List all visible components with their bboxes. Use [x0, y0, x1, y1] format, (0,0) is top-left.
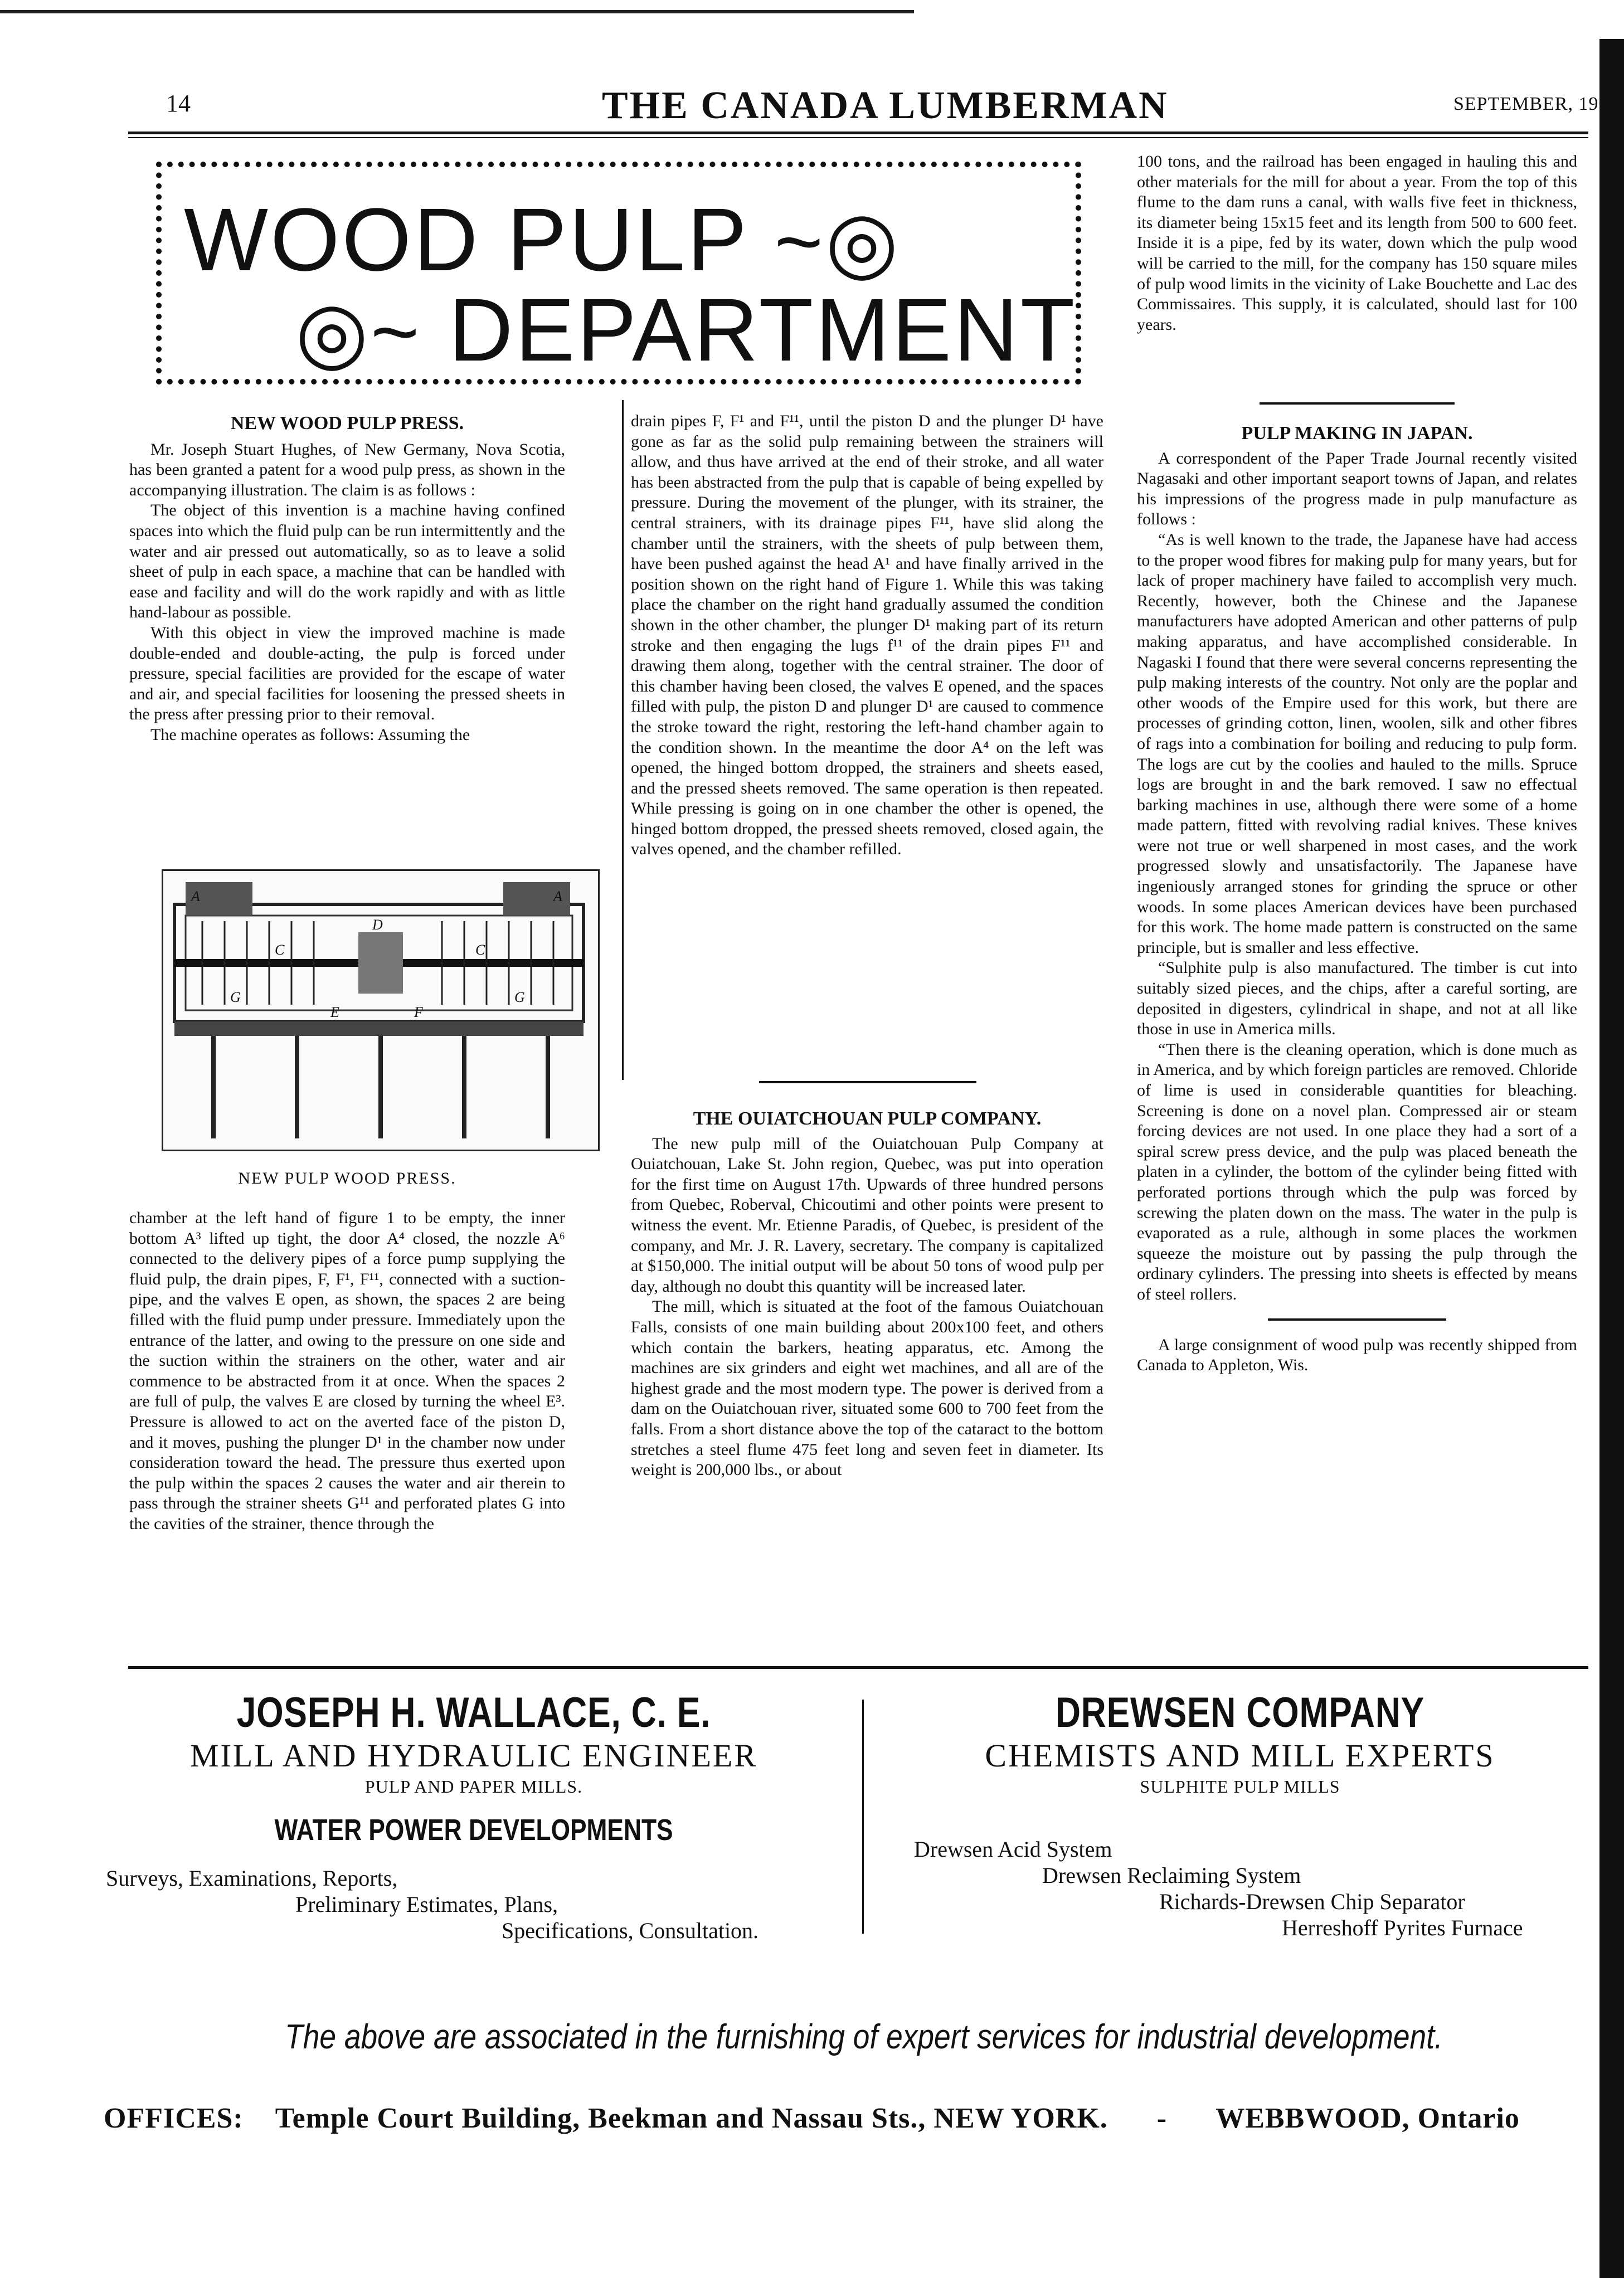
article-heading: NEW WOOD PULP PRESS. [230, 413, 464, 434]
advertiser-service: WATER POWER DEVELOPMENTS [274, 1813, 673, 1847]
page-number: 14 [166, 90, 191, 117]
figure-label: A [191, 888, 200, 904]
ad-line: Specifications, Consultation. [502, 1918, 759, 1943]
figure-label: D [372, 917, 383, 933]
advertiser-title: CHEMISTS AND MILL EXPERTS [985, 1737, 1495, 1774]
section-rule [1268, 1318, 1446, 1321]
article-heading: PULP MAKING IN JAPAN. [1241, 423, 1473, 444]
ad-line: Richards-Drewsen Chip Separator [1159, 1889, 1465, 1914]
paragraph: drain pipes F, F¹ and F¹¹, until the piston D and the plunger D¹ have gone as far as the solid pulp remaining between the strainers will allow, and thus have arrived at the end of their stroke, and all water has been abstracted from the pulp that is capable of being expelled by pressure. During the movement of the plunger, with its strainer, the central strainers, with its drainage pipes F¹¹, have slid along the chamber until the strainers, with the sheets of pulp between them, have been pushed against the head A¹ and have finally arrived in the position shown on the right hand of Figure 1. While this was taking place the chamber on the right hand gradually assumed the condition shown in the other chamber, the plunger D¹ making part of its return stroke and then engaging the lugs f¹¹ of the drain pipes F¹¹ and drawing them along, together with the central strainer. The door of this chamber having been closed, the valves E opened, and the spaces filled with pulp, the piston D and plunger D¹ are caused to commence the stroke toward the right, restoring the left-hand chamber again to the condition shown. In the meantime the door A⁴ on the left was opened, the hinged bottom dropped, the strainers and sheets eased, and the pressed sheets removed. The same operation is then repeated. While pressing is going on in one chamber the other is opened, the hinged bottom dropped, the pressed sheets removed, closed again, the valves opened, and the chamber refilled. [631, 412, 1103, 859]
section-rule [1260, 402, 1455, 405]
ad-line: Drewsen Reclaiming System [1042, 1863, 1301, 1888]
advertiser-subtitle: SULPHITE PULP MILLS [1140, 1776, 1340, 1797]
scan-edge-bar [1599, 39, 1624, 2278]
advertiser-name: JOSEPH H. WALLACE, C. E. [236, 1689, 711, 1736]
paragraph: With this object in view the improved machine is made double-ended and double-acting, the pulp is forced under pressure, special facilities are provided for the escape of water and air, and special facilities for loosening the pressed sheets in the press after pressing prior to their removal. [129, 623, 565, 724]
advertiser-title: MILL AND HYDRAULIC ENGINEER [189, 1737, 758, 1774]
article-press-col2 [631, 411, 1103, 860]
department-banner-line2: ◎~ DEPARTMENT [295, 280, 1077, 379]
paragraph: The new pulp mill of the Ouiatchouan Pulp Company at Ouiatchouan, Lake St. John region, Quebec, was put into operation for the first time on August 17th. Upwards of three hundred persons from Quebec, Roberval, Chicoutimi and other points were present to witness the event. Mr. Etienne Paradis, of Quebec, is president of the company, and Mr. J. R. Lavery, secretary. The company is capitalized at $150,000. The initial output will be about 50 tons of wood pulp per day, although no doubt this quantity will be increased later. [631, 1134, 1103, 1296]
ad-line: Surveys, Examinations, Reports, [106, 1866, 398, 1891]
department-banner-line1: WOOD PULP ~◎ [184, 189, 901, 289]
drewsen-advertisement [881, 1688, 1599, 1941]
article-ouiatchouan [631, 1109, 1103, 1481]
paragraph: “Then there is the cleaning operation, which is done much as in America, and by which foreign particles are removed. Chloride of lime is used in considerable quantities for bleaching. Screening is done on a novel plan. Compressed air or steam forcing devices are not used. In one place they had a sort of a spiral screw press device, and the pulp was placed beneath the platen in a cylinder, the bottom of the cylinder being fitted with perforated portions through which the pulp was forced by screwing the platen down on the mass. The water in the pulp is evaporated as a rule, although in some places the workmen squeeze the moisture out by passing the pulp through the ordinary cylinders. The pressing into sheets is effected by means of steel rollers. [1137, 1040, 1577, 1303]
paragraph: The machine operates as follows: Assuming the [150, 725, 470, 744]
paragraph: The mill, which is situated at the foot of the famous Ouiatchouan Falls, consists of one main building about 200x100 feet, and others which contain the barkers, heating apparatus, etc. Among the machines are six grinders and eight wet machines, and all are of the highest grade and the most modern type. The power is derived from a dam on the Ouiatchouan river, situated some 600 to 700 feet from the falls. From a short distance above the top of the cataract to the bottom stretches a steel flume 475 feet long and seven feet in diameter. Its weight is 200,000 lbs., or about [631, 1297, 1103, 1479]
paragraph: “As is well known to the trade, the Japanese have had access to the proper wood fibres for making pulp for many years, but for lack of proper machinery have failed to accomplish very much. Recently, however, both the Chinese and the Japanese manufacturers have adopted American and other patterns of pulp making apparatus, and have accomplished considerable. In Nagaski I found that there were several concerns representing the pulp making interests of the country. Not only are the poplar and other woods of the Empire used for this work, but there are processes of grinding cotton, linen, woolen, silk and other fibres of rags into a combination for boiling and reducing to pulp form. The logs are cut by the coolies and hauled to the mills. Spruce logs are brought in and the bark removed. I saw no effectual barking machines in use, although there were some of a home made pattern, fitted with revolving radial knives. These knives were not true or well sharpened in most cases, and the work progressed slowly and unsatisfactorily. The Japanese have ingeniously arranged stones for grinding the spruce or other woods. In some places American devices have been purchased for this work. The home made pattern is constructed on the same principle, but is smaller and less effective. [1137, 530, 1577, 957]
scroll-ornament-icon: ~◎ [774, 194, 901, 288]
paragraph: chamber at the left hand of figure 1 to be empty, the inner bottom A³ lifted up tight, the door A⁴ closed, the nozzle A⁶ connected to the delivery pipes of a force pump supplying the fluid pulp, the drain pipes, F, F¹, F¹¹, connected with a suction-pipe, and the valves E open, as shown, the spaces 2 are being filled with the fluid pump under pressure. Immediately upon the entrance of the latter, and owing to the pressure on one side and the suction within the strainers on the other, water and air commence to be abstracted from it at once. When the spaces 2 are full of pulp, the valves E are closed by turning the wheel E³. Pressure is allowed to act on the averted face of the piston D, and it moves, pushing the plunger D¹ in the chamber now under consideration toward the head. The pressure thus exerted upon the pulp within the spaces 2 causes the water and air therein to pass through the strainer sheets G¹¹ and perforated plates G into the cavities of the strainer, thence through the [129, 1209, 565, 1533]
offices-city: WEBBWOOD, Ontario [1215, 2102, 1520, 2134]
article-press-col1 [129, 413, 565, 746]
advertiser-name: DREWSEN COMPANY [1055, 1689, 1425, 1736]
press-machine-drawing [163, 871, 595, 1146]
advertiser-subtitle: PULP AND PAPER MILLS. [364, 1776, 583, 1797]
offices-address: Temple Court Building, Beekman and Nassau Sts., NEW YORK. [275, 2102, 1108, 2134]
ad-line: Herreshoff Pyrites Furnace [1282, 1915, 1523, 1940]
paragraph: A large consignment of wood pulp was recently shipped from Canada to Appleton, Wis. [1137, 1335, 1577, 1375]
issue-date: SEPTEMBER, 1902 [1453, 94, 1619, 114]
article-press-col1-cont [129, 1208, 565, 1535]
figure-label: E [330, 1004, 339, 1020]
offices-dash: - [1156, 2102, 1168, 2134]
article-ouiatchouan-cont [1137, 152, 1577, 335]
figure-label: C [475, 942, 485, 958]
figure-label: G [514, 989, 525, 1005]
figure-caption: NEW PULP WOOD PRESS. [238, 1169, 456, 1187]
offices-label: OFFICES: [104, 2102, 244, 2134]
figure-label: F [414, 1004, 423, 1020]
article-japan [1137, 424, 1577, 1376]
paragraph: Mr. Joseph Stuart Hughes, of New Germany, Nova Scotia, has been granted a patent for a wood pulp press, as shown in the accompanying illustration. The claim is as follows : [129, 440, 565, 499]
ad-line: Preliminary Estimates, Plans, [295, 1892, 558, 1917]
column-divider [622, 400, 624, 1080]
offices-line [104, 2102, 1520, 2135]
paragraph: The object of this invention is a machine having confined spaces into which the fluid pulp can be run intermittently and the water and air pressed out automatically, so as to leave a solid sheet of pulp in each space, a machine that can be handled with ease and facility and will do the work rapidly and with as little hand-labour as possible. [129, 501, 565, 622]
publication-title: THE CANADA LUMBERMAN [602, 84, 1169, 127]
wallace-advertisement [95, 1688, 853, 1944]
figure-label: A [553, 888, 562, 904]
paragraph: A correspondent of the Paper Trade Journal recently visited Nagasaki and other important seaport towns of Japan, and relates his impressions of the progress made in pulp manufacture as follows : [1137, 449, 1577, 529]
section-rule [759, 1081, 976, 1083]
ad-section-rule [128, 1666, 1588, 1669]
ad-divider [862, 1700, 864, 1934]
header-rule [128, 132, 1588, 134]
ad-line: Drewsen Acid System [914, 1837, 1112, 1862]
scroll-ornament-icon: ◎~ [295, 285, 422, 378]
figure-label: G [230, 989, 241, 1005]
top-edge-line [0, 10, 914, 13]
paragraph: “Sulphite pulp is also manufactured. The timber is cut into suitably sized pieces, and the chips, after a careful sorting, are deposited in digesters, cylindrical in shape, and not at all like those in use in America mills. [1137, 958, 1577, 1039]
figure-label: C [275, 942, 285, 958]
article-heading: THE OUIATCHOUAN PULP COMPANY. [693, 1108, 1042, 1129]
associates-tagline: The above are associated in the furnishing of expert services for industrial development. [285, 2018, 1443, 2056]
header-rule-thin [128, 137, 1588, 138]
pulp-press-illustration [162, 869, 600, 1151]
paragraph: 100 tons, and the railroad has been engaged in hauling this and other materials for the mill for about a year. From the top of this flume to the dam runs a canal, with walls five feet in thickness, its diameter being 15x15 feet and its length from 500 to 600 feet. Inside it is a pipe, fed by its water, down which the pulp wood will be carried to the mill, for the company has 150 square miles of pulp wood limits in the vicinity of Lake Bouchette and Lac des Commissaires. This supply, it is calculated, should last for 100 years. [1137, 152, 1577, 334]
